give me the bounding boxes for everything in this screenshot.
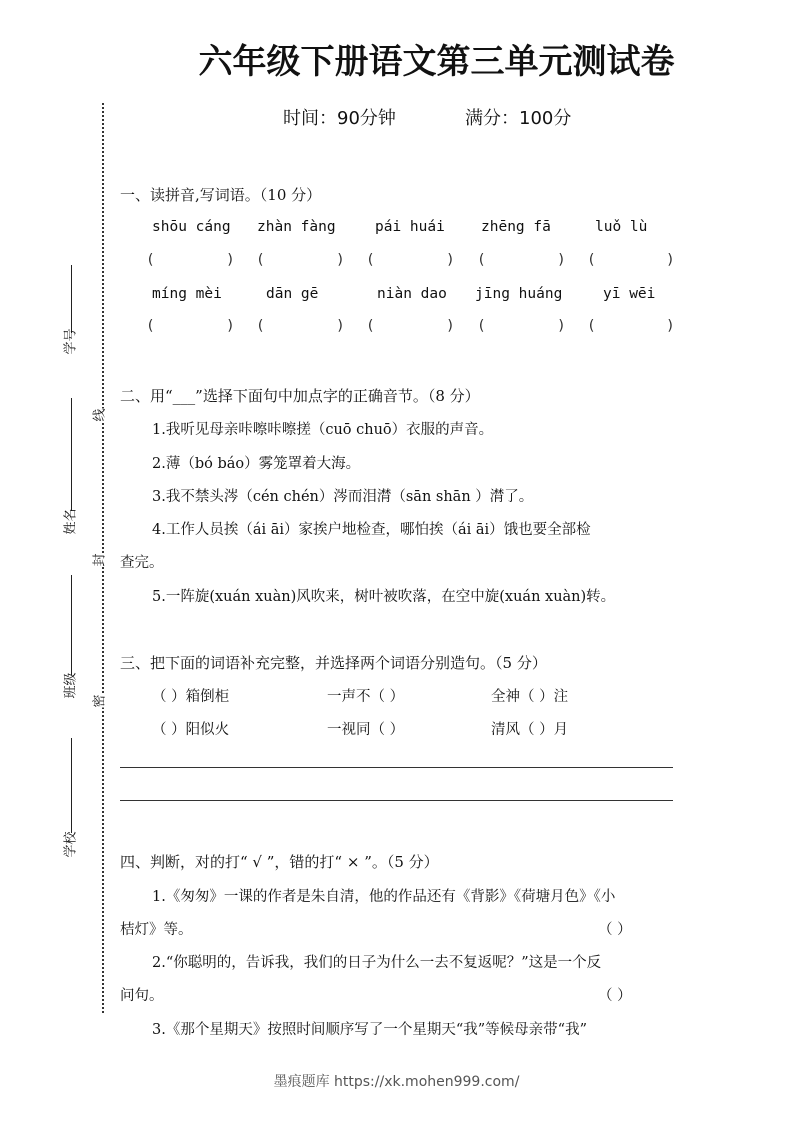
- idiom-5: 一视同（ ）: [327, 722, 405, 738]
- student-id-label: 学号: [63, 328, 79, 355]
- answer-paren: ): [226, 318, 235, 334]
- writing-line: [120, 800, 673, 801]
- pinyin-5: luǒ lù: [595, 219, 648, 235]
- section2-item-4-cont: 查完。: [120, 555, 164, 571]
- judge-item-3: 3.《那个星期天》按照时间顺序写了一个星期天“我”等候母亲带“我”: [152, 1022, 587, 1038]
- pinyin-4: zhēng fā: [481, 219, 551, 235]
- pinyin-6: míng mèi: [152, 286, 222, 302]
- seal-char-seal: 封: [92, 553, 108, 567]
- idiom-4: （ ）阳似火: [152, 722, 230, 738]
- section2-heading: 二、用“___”选择下面句中加点字的正确音节。（8 分）: [120, 387, 480, 405]
- name-label: 姓名: [63, 508, 79, 535]
- writing-line: [120, 767, 673, 768]
- pinyin-1: shōu cáng: [152, 219, 231, 235]
- answer-paren: ): [336, 252, 345, 268]
- answer-paren: ): [446, 252, 455, 268]
- idiom-3: 全神（ ）注: [491, 689, 569, 705]
- pinyin-3: pái huái: [375, 219, 445, 235]
- answer-paren: ): [226, 252, 235, 268]
- answer-paren: (: [587, 252, 596, 268]
- full-score: 满分：100分: [465, 108, 572, 129]
- section2-item-1: 1.我听见母亲咔嚓咔嚓搓（cuō chuō）衣服的声音。: [152, 422, 494, 438]
- idiom-1: （ ）箱倒柜: [152, 689, 230, 705]
- answer-paren: (: [587, 318, 596, 334]
- seal-char-line: 线: [92, 408, 108, 422]
- answer-paren: ): [557, 252, 566, 268]
- answer-paren: ): [666, 318, 675, 334]
- section1-heading: 一、读拼音,写词语。（10 分）: [120, 186, 322, 204]
- class-line: [71, 575, 72, 675]
- class-label: 班级: [63, 672, 79, 699]
- name-line: [71, 398, 72, 511]
- footer-watermark: 墨痕题库 https://xk.mohen999.com/: [273, 1074, 520, 1090]
- judge-bracket-1: （ ）: [598, 922, 632, 938]
- section3-heading: 三、把下面的词语补充完整，并选择两个词语分别造句。（5 分）: [120, 654, 547, 672]
- answer-paren: (: [477, 252, 486, 268]
- answer-paren: (: [366, 252, 375, 268]
- answer-paren: (: [256, 252, 265, 268]
- idiom-2: 一声不（ ）: [327, 689, 405, 705]
- student-id-line: [71, 265, 72, 333]
- answer-paren: ): [336, 318, 345, 334]
- pinyin-2: zhàn fàng: [257, 219, 336, 235]
- section2-item-3: 3.我不禁头涔（cén chén）涔而泪潸（sān shān ）潸了。: [152, 489, 534, 505]
- section2-item-4: 4.工作人员挨（ái āi）家挨户地检查，哪怕挨（ái āi）饿也要全部检: [152, 522, 591, 538]
- judge-item-2: 2.“你聪明的，告诉我，我们的日子为什么一去不复返呢？”这是一个反: [152, 955, 602, 971]
- judge-bracket-2: （ ）: [598, 988, 632, 1004]
- section2-item-2: 2.薄（bó báo）雾笼罩着大海。: [152, 456, 361, 472]
- page-title: 六年级下册语文第三单元测试卷: [198, 42, 675, 82]
- judge-item-1-cont: 桔灯》等。: [120, 922, 193, 938]
- idiom-6: 清风（ ）月: [491, 722, 569, 738]
- pinyin-10: yī wēi: [603, 286, 656, 302]
- answer-paren: ): [666, 252, 675, 268]
- answer-paren: (: [366, 318, 375, 334]
- school-label: 学校: [63, 831, 79, 858]
- answer-paren: (: [256, 318, 265, 334]
- answer-paren: (: [146, 252, 155, 268]
- seal-char-secret: 密: [92, 694, 108, 708]
- answer-paren: ): [557, 318, 566, 334]
- answer-paren: (: [146, 318, 155, 334]
- section4-heading: 四、判断，对的打“ √ ”，错的打“ × ”。（5 分）: [120, 853, 439, 871]
- school-line: [71, 738, 72, 833]
- section2-item-5: 5.一阵旋(xuán xuàn)风吹来，树叶被吹落，在空中旋(xuán xuàn)转。: [152, 589, 616, 605]
- pinyin-8: niàn dao: [377, 286, 447, 302]
- judge-item-2-cont: 问句。: [120, 988, 164, 1004]
- pinyin-7: dān gē: [266, 286, 319, 302]
- answer-paren: (: [477, 318, 486, 334]
- exam-time: 时间：90分钟: [283, 108, 396, 129]
- pinyin-9: jīng huáng: [475, 286, 563, 302]
- judge-item-1: 1.《匆匆》一课的作者是朱自清，他的作品还有《背影》《荷塘月色》《小: [152, 889, 616, 905]
- answer-paren: ): [446, 318, 455, 334]
